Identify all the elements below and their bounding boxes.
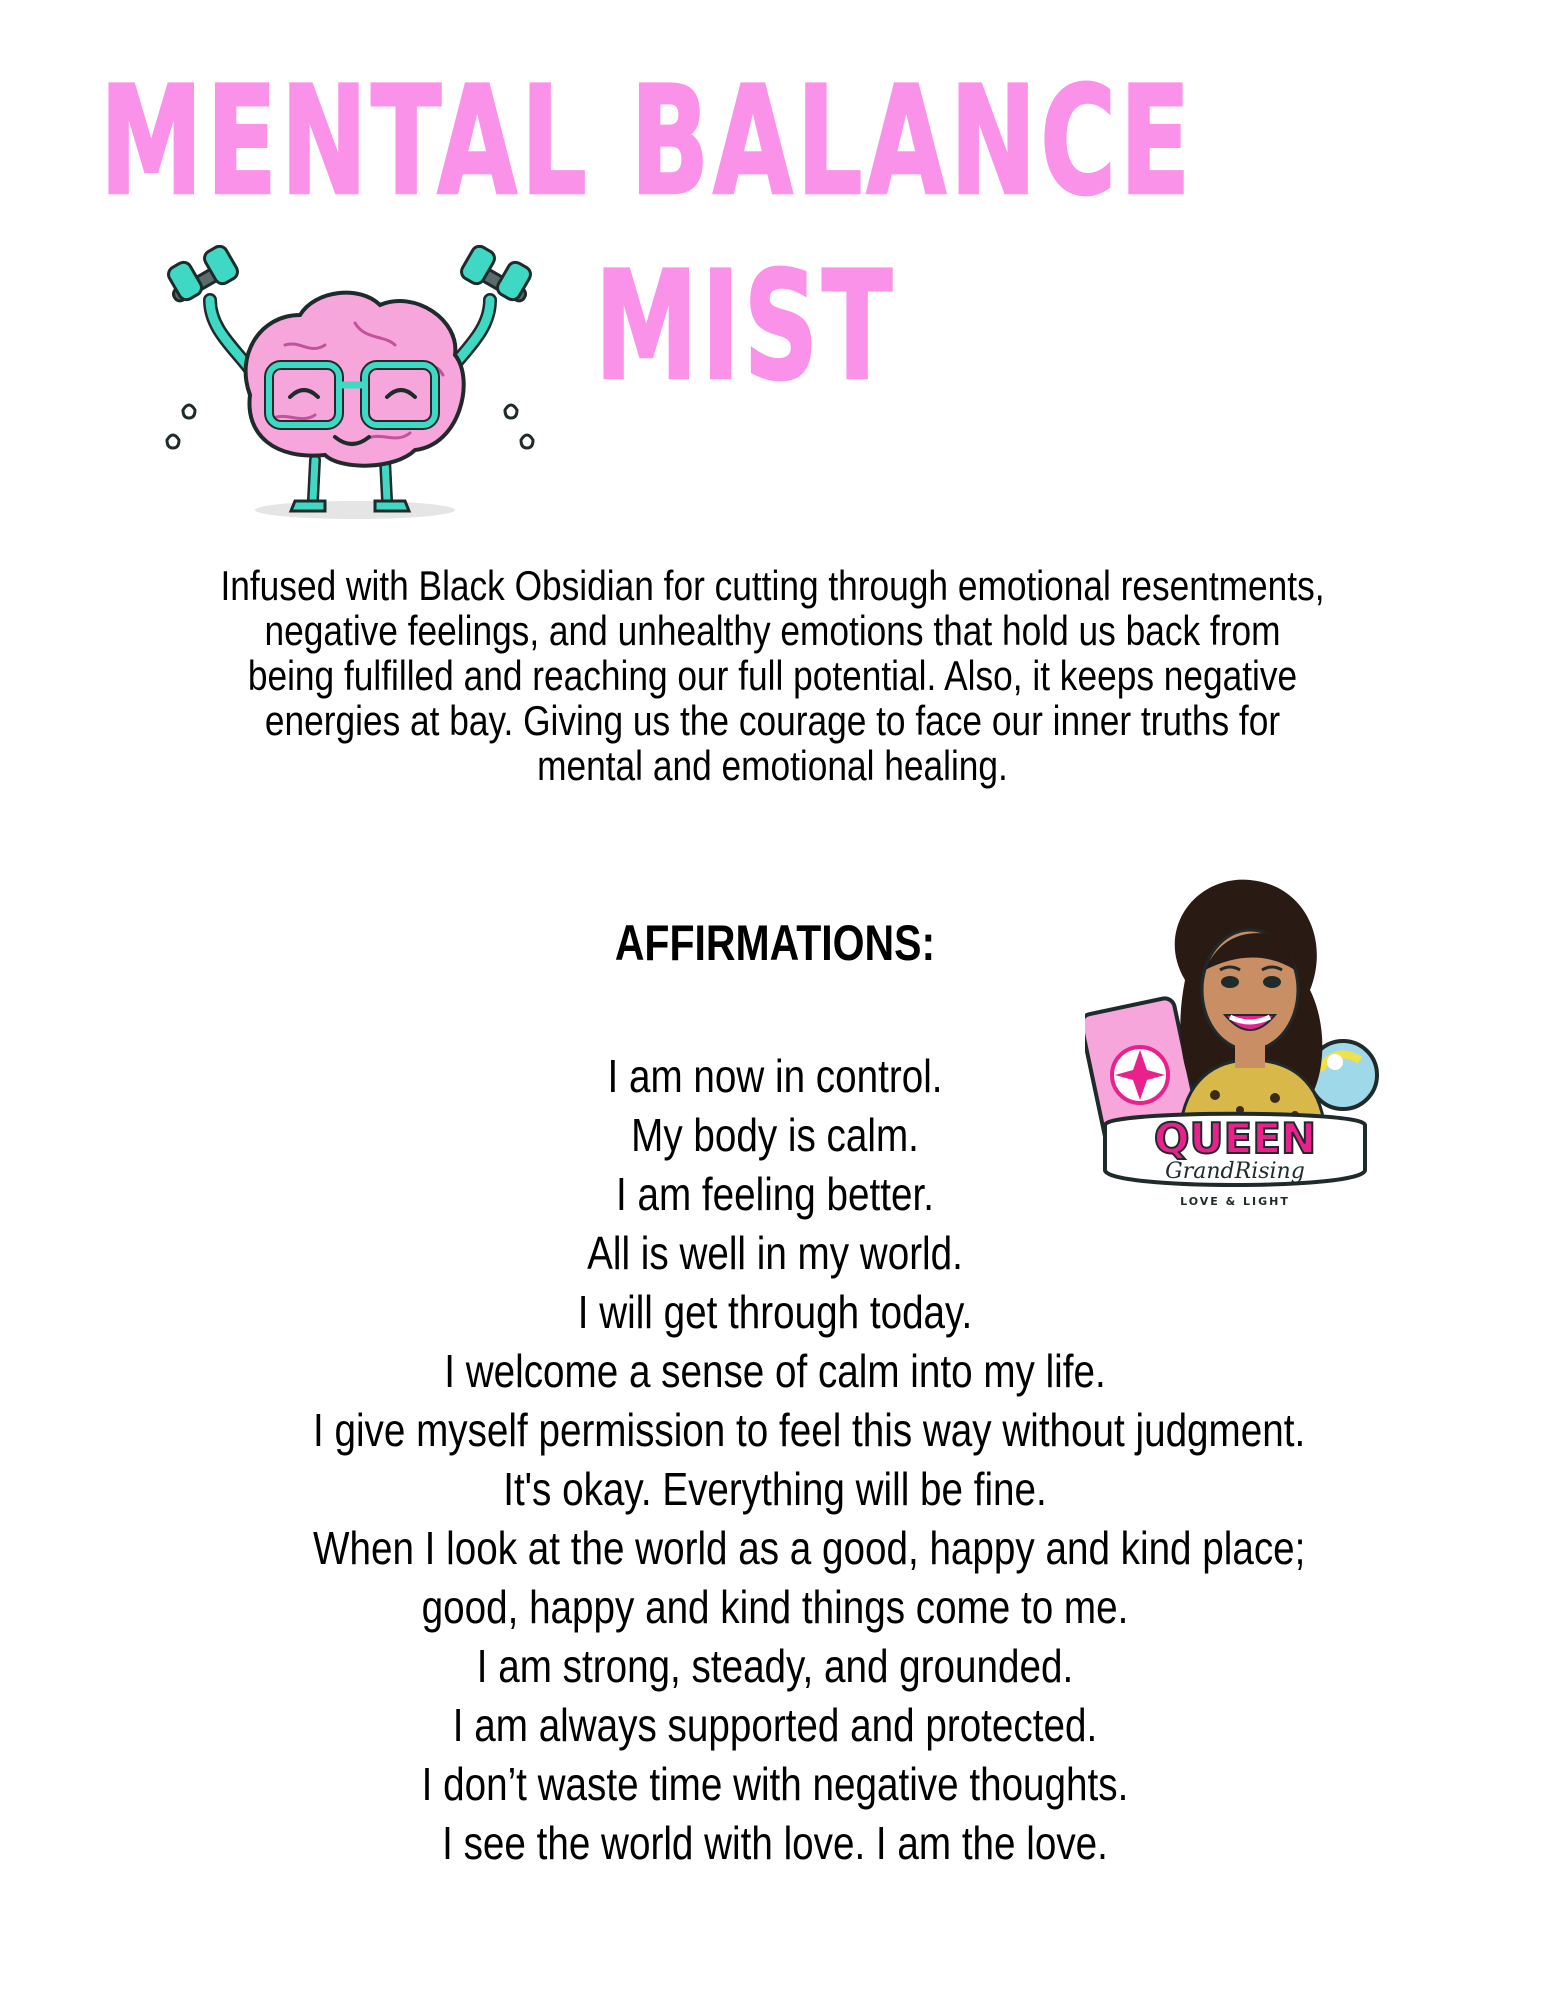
affirmation-item: I am strong, steady, and grounded. — [476, 1640, 1074, 1692]
affirmation-item: I am now in control. — [607, 1050, 943, 1102]
logo-tagline: LOVE & LIGHT — [1180, 1195, 1290, 1208]
logo-brand-script: GrandRising — [1165, 1159, 1305, 1184]
affirmation-item: I am always supported and protected. — [452, 1699, 1098, 1751]
affirmation-item: It's okay. Everything will be fine. — [503, 1463, 1047, 1515]
affirmations-heading: AFFIRMATIONS: — [614, 915, 936, 971]
affirmation-item: I am feeling better. — [616, 1168, 934, 1220]
logo-brand-main: QUEEN — [1153, 1114, 1317, 1163]
queen-grandrising-logo — [1085, 870, 1385, 1240]
affirmation-item: I give myself permission to feel this way without judgment. — [313, 1404, 1306, 1456]
page-title-line-2: MIST — [595, 240, 897, 414]
affirmation-item: My body is calm. — [631, 1109, 919, 1161]
avatar — [1175, 880, 1325, 1130]
brain-lifting-dumbbells-icon — [165, 245, 535, 525]
affirmation-item: I welcome a sense of calm into my life. — [444, 1345, 1106, 1397]
product-description: Infused with Black Obsidian for cutting through emotional resentments, negative feelings, and unhealthy emotions that hold us back from being fulfilled and reaching our full potential. Also, it keeps negative energies at bay. Giving us the courage to face our inner truths for mental and emotional healing. — [220, 562, 1325, 789]
affirmation-item: I will get through today. — [577, 1286, 973, 1338]
affirmation-item: I don’t waste time with negative thoughts. — [421, 1758, 1129, 1810]
affirmation-item: I see the world with love. I am the love. — [442, 1817, 1108, 1869]
affirmation-item: When I look at the world as a good, happy and kind place; — [313, 1522, 1306, 1574]
affirmation-item: All is well in my world. — [587, 1227, 963, 1279]
page-title-line-1: MENTAL BALANCE — [100, 55, 1195, 229]
affirmation-item: good, happy and kind things come to me. — [421, 1581, 1129, 1633]
